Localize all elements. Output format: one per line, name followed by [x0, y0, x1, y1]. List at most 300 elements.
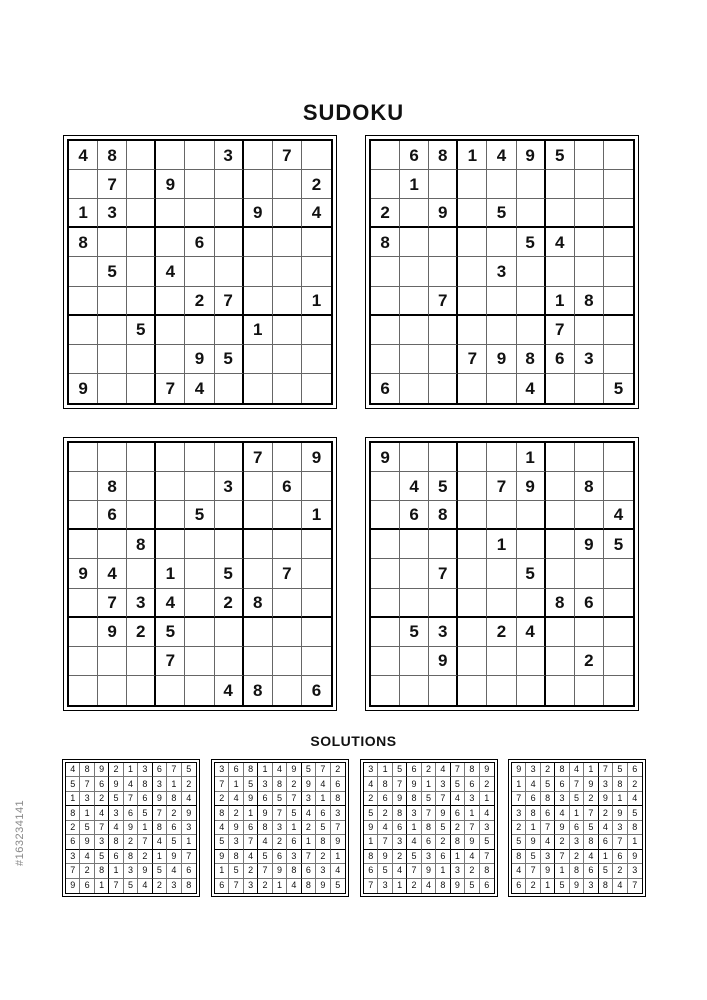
sudoku-cell: 3: [182, 821, 196, 835]
sudoku-cell: 7: [555, 850, 569, 864]
sudoku-cell: 8: [66, 806, 80, 820]
sudoku-cell: 4: [465, 850, 479, 864]
sudoku-cell: 9: [69, 559, 98, 588]
sudoku-cell: [487, 287, 516, 316]
sudoku-cell: 1: [156, 559, 185, 588]
sudoku-cell: [458, 228, 487, 257]
sudoku-cell: 2: [127, 618, 156, 647]
sudoku-cell: 6: [109, 850, 123, 864]
sudoku-grid: [511, 762, 643, 894]
sudoku-cell: [517, 316, 546, 345]
sudoku-cell: 8: [302, 879, 316, 893]
sudoku-cell: 8: [541, 792, 555, 806]
sudoku-cell: 3: [244, 879, 258, 893]
sudoku-cell: [429, 443, 458, 472]
sudoku-cell: 2: [109, 763, 123, 777]
sudoku-cell: 8: [98, 472, 127, 501]
sudoku-cell: [273, 647, 302, 676]
sudoku-cell: 8: [546, 589, 575, 618]
sudoku-grid: [363, 762, 495, 894]
sudoku-cell: [400, 443, 429, 472]
sudoku-cell: 7: [273, 141, 302, 170]
sudoku-cell: [156, 228, 185, 257]
sudoku-cell: 1: [436, 864, 450, 878]
sudoku-cell: 7: [229, 879, 243, 893]
sudoku-cell: [273, 530, 302, 559]
sudoku-cell: [371, 501, 400, 530]
sudoku-cell: 4: [109, 821, 123, 835]
sudoku-cell: [400, 345, 429, 374]
sudoku-cell: 2: [66, 821, 80, 835]
sudoku-cell: 7: [465, 821, 479, 835]
sudoku-cell: 9: [364, 821, 378, 835]
sudoku-cell: [429, 316, 458, 345]
sudoku-cell: [371, 141, 400, 170]
sudoku-cell: 5: [555, 879, 569, 893]
sudoku-cell: [371, 676, 400, 705]
sudoku-cell: 6: [407, 763, 421, 777]
sudoku-cell: [127, 257, 156, 286]
sudoku-cell: 5: [156, 618, 185, 647]
sudoku-cell: 2: [584, 792, 598, 806]
sudoku-cell: 4: [98, 559, 127, 588]
sudoku-cell: 3: [407, 806, 421, 820]
sudoku-cell: [517, 501, 546, 530]
sudoku-cell: 9: [156, 170, 185, 199]
sudoku-cell: 6: [484, 880, 490, 891]
sudoku-cell: 4: [316, 777, 330, 791]
sudoku-cell: 8: [628, 821, 642, 835]
sudoku-cell: 3: [393, 835, 407, 849]
sudoku-cell: 5: [393, 763, 407, 777]
sudoku-cell: [517, 287, 546, 316]
sudoku-cell: 5: [66, 777, 80, 791]
sudoku-cell: 2: [613, 864, 627, 878]
sudoku-cell: 5: [182, 763, 196, 777]
sudoku-cell: 5: [526, 850, 540, 864]
sudoku-cell: 1: [480, 792, 494, 806]
sudoku-cell: 8: [422, 821, 436, 835]
sudoku-cell: 4: [331, 864, 345, 878]
sudoku-cell: [575, 170, 604, 199]
sudoku-cell: [575, 228, 604, 257]
sudoku-cell: [604, 443, 633, 472]
sudoku-cell: 9: [487, 345, 516, 374]
sudoku-cell: 4: [517, 618, 546, 647]
sudoku-cell: [429, 589, 458, 618]
sudoku-cell: 5: [185, 501, 214, 530]
sudoku-cell: 5: [451, 777, 465, 791]
sudoku-cell: 9: [302, 777, 316, 791]
sudoku-cell: 1: [244, 806, 258, 820]
sudoku-cell: [273, 501, 302, 530]
sudoku-cell: [458, 530, 487, 559]
sudoku-cell: [273, 676, 302, 705]
sudoku-cell: 4: [302, 199, 331, 228]
sudoku-cell: [546, 170, 575, 199]
sudoku-cell: 9: [185, 345, 214, 374]
sudoku-cell: 9: [244, 199, 273, 228]
sudoku-cell: 5: [98, 257, 127, 286]
sudoku-cell: 7: [156, 647, 185, 676]
sudoku-cell: [302, 559, 331, 588]
sudoku-cell: [487, 676, 516, 705]
sudoku-cell: 7: [584, 806, 598, 820]
sudoku-cell: 7: [66, 864, 80, 878]
sudoku-cell: [244, 501, 273, 530]
sudoku-cell: 4: [487, 141, 516, 170]
sudoku-cell: 8: [229, 850, 243, 864]
sudoku-cell: 2: [480, 777, 494, 791]
sudoku-cell: [156, 676, 185, 705]
sudoku-cell: [575, 199, 604, 228]
sudoku-cell: 4: [407, 835, 421, 849]
sudoku-cell: [429, 170, 458, 199]
sudoku-cell: 7: [95, 821, 109, 835]
sudoku-cell: [546, 559, 575, 588]
sudoku-cell: [517, 647, 546, 676]
sudoku-cell: 5: [95, 850, 109, 864]
sudoku-cell: 5: [546, 141, 575, 170]
sudoku-cell: 8: [167, 792, 181, 806]
sudoku-cell: 5: [153, 864, 167, 878]
sudoku-cell: 7: [316, 763, 330, 777]
sudoku-cell: [546, 472, 575, 501]
sudoku-cell: 9: [436, 806, 450, 820]
sudoku-cell: 5: [465, 879, 479, 893]
sudoku-cell: [273, 374, 302, 403]
sudoku-cell: 4: [555, 806, 569, 820]
sudoku-cell: 3: [465, 792, 479, 806]
sudoku-cell: [69, 530, 98, 559]
sudoku-cell: [458, 559, 487, 588]
sudoku-cell: [604, 199, 633, 228]
sudoku-cell: [604, 228, 633, 257]
sudoku-cell: [546, 676, 575, 705]
sudoku-cell: [302, 228, 331, 257]
sudoku-cell: [302, 589, 331, 618]
sudoku-cell: 7: [407, 864, 421, 878]
sudoku-cell: [98, 530, 127, 559]
sudoku-cell: 4: [138, 879, 152, 893]
sudoku-cell: [69, 257, 98, 286]
sudoku-cell: 6: [185, 228, 214, 257]
sudoku-cell: 1: [302, 501, 331, 530]
sudoku-cell: [69, 345, 98, 374]
sudoku-cell: [215, 257, 244, 286]
sudoku-cell: 1: [80, 806, 94, 820]
sudoku-cell: [487, 647, 516, 676]
sudoku-cell: 9: [95, 763, 109, 777]
sudoku-cell: [69, 170, 98, 199]
sudoku-cell: 1: [302, 287, 331, 316]
sudoku-cell: 2: [378, 806, 392, 820]
sudoku-cell: [127, 501, 156, 530]
sudoku-cell: [273, 589, 302, 618]
sudoku-cell: 6: [465, 777, 479, 791]
sudoku-cell: 2: [393, 850, 407, 864]
sudoku-cell: [98, 316, 127, 345]
sudoku-cell: 5: [167, 835, 181, 849]
sudoku-cell: [215, 618, 244, 647]
sudoku-cell: [604, 647, 633, 676]
sudoku-cell: 8: [555, 763, 569, 777]
sudoku-cell: 1: [244, 316, 273, 345]
sudoku-cell: 4: [422, 879, 436, 893]
sudoku-cell: 4: [378, 821, 392, 835]
sudoku-cell: 6: [364, 864, 378, 878]
sudoku-cell: 9: [302, 443, 331, 472]
sudoku-solution-2: [211, 759, 349, 897]
sudoku-cell: 2: [273, 835, 287, 849]
sudoku-cell: 6: [98, 501, 127, 530]
sudoku-cell: 2: [465, 864, 479, 878]
sudoku-cell: 3: [316, 864, 330, 878]
sudoku-cell: 2: [153, 879, 167, 893]
sudoku-cell: 1: [451, 850, 465, 864]
sudoku-cell: 9: [407, 777, 421, 791]
sudoku-cell: 9: [613, 806, 627, 820]
sudoku-cell: 5: [599, 864, 613, 878]
sudoku-cell: 3: [599, 777, 613, 791]
sudoku-cell: [69, 618, 98, 647]
sudoku-cell: 9: [517, 141, 546, 170]
sudoku-cell: [273, 618, 302, 647]
sudoku-cell: 7: [98, 589, 127, 618]
sudoku-cell: 8: [407, 792, 421, 806]
sudoku-cell: 6: [371, 374, 400, 403]
sudoku-cell: 1: [331, 850, 345, 864]
sudoku-cell: 7: [458, 345, 487, 374]
sudoku-cell: [273, 228, 302, 257]
sudoku-cell: 6: [138, 792, 152, 806]
sudoku-cell: 8: [287, 864, 301, 878]
sudoku-cell: [517, 257, 546, 286]
sudoku-cell: 9: [541, 864, 555, 878]
sudoku-cell: [302, 472, 331, 501]
sudoku-cell: 5: [570, 792, 584, 806]
sudoku-cell: [546, 618, 575, 647]
sudoku-cell: [156, 316, 185, 345]
sudoku-cell: [273, 287, 302, 316]
sudoku-cell: 9: [575, 530, 604, 559]
sudoku-cell: 9: [526, 835, 540, 849]
sudoku-cell: 6: [124, 806, 138, 820]
sudoku-puzzle-1: [63, 135, 337, 409]
sudoku-cell: [604, 589, 633, 618]
sudoku-cell: 6: [628, 763, 642, 777]
sudoku-cell: [244, 618, 273, 647]
sudoku-cell: [244, 559, 273, 588]
sudoku-cell: [302, 647, 331, 676]
sudoku-cell: 3: [487, 257, 516, 286]
sudoku-cell: 1: [407, 821, 421, 835]
sudoku-cell: 8: [153, 821, 167, 835]
sudoku-cell: 8: [273, 777, 287, 791]
sudoku-cell: 2: [599, 806, 613, 820]
sudoku-cell: [69, 287, 98, 316]
sudoku-cell: [575, 141, 604, 170]
sudoku-cell: 4: [66, 763, 80, 777]
sudoku-solution-3: [360, 759, 498, 897]
sudoku-cell: 7: [480, 850, 494, 864]
sudoku-cell: 9: [287, 763, 301, 777]
sudoku-cell: 5: [302, 763, 316, 777]
sudoku-cell: 8: [429, 141, 458, 170]
sudoku-cell: 7: [570, 777, 584, 791]
sudoku-cell: 5: [541, 777, 555, 791]
sudoku-cell: [371, 170, 400, 199]
sudoku-cell: 1: [400, 170, 429, 199]
sudoku-cell: [244, 345, 273, 374]
sudoku-cell: 5: [604, 530, 633, 559]
sudoku-cell: [604, 559, 633, 588]
sudoku-cell: 6: [393, 821, 407, 835]
sudoku-cell: 3: [258, 777, 272, 791]
sudoku-cell: [604, 170, 633, 199]
sudoku-cell: 4: [229, 792, 243, 806]
sudoku-cell: 1: [229, 777, 243, 791]
sudoku-cell: 7: [393, 777, 407, 791]
sudoku-cell: 8: [331, 792, 345, 806]
sudoku-cell: [185, 647, 214, 676]
sudoku-cell: 8: [575, 472, 604, 501]
sudoku-cell: 4: [124, 777, 138, 791]
sudoku-cell: [604, 618, 633, 647]
sudoku-cell: 3: [153, 777, 167, 791]
sudoku-cell: 7: [167, 763, 181, 777]
sudoku-cell: 8: [95, 864, 109, 878]
sudoku-cell: 1: [613, 792, 627, 806]
sudoku-puzzle-4: [365, 437, 639, 711]
sudoku-cell: [487, 316, 516, 345]
sudoku-cell: 2: [302, 170, 331, 199]
sudoku-cell: [371, 316, 400, 345]
sudoku-cell: [127, 374, 156, 403]
sudoku-cell: [517, 676, 546, 705]
sudoku-cell: 2: [124, 835, 138, 849]
sudoku-cell: 6: [95, 777, 109, 791]
sudoku-cell: 4: [273, 763, 287, 777]
sudoku-cell: [127, 287, 156, 316]
sudoku-cell: 6: [512, 879, 526, 893]
sudoku-cell: [546, 501, 575, 530]
sudoku-cell: [400, 530, 429, 559]
sudoku-cell: 1: [258, 763, 272, 777]
sudoku-cell: 4: [393, 864, 407, 878]
sudoku-cell: [69, 316, 98, 345]
sudoku-cell: 3: [364, 763, 378, 777]
sudoku-cell: 6: [287, 835, 301, 849]
sudoku-cell: 9: [244, 792, 258, 806]
sudoku-cell: 1: [487, 530, 516, 559]
sudoku-cell: 6: [273, 472, 302, 501]
sudoku-cell: 5: [109, 792, 123, 806]
sudoku-cell: 4: [69, 141, 98, 170]
sudoku-cell: 2: [570, 850, 584, 864]
sudoku-cell: 1: [526, 821, 540, 835]
sudoku-cell: [371, 559, 400, 588]
sudoku-cell: 8: [258, 821, 272, 835]
sudoku-cell: 5: [628, 806, 642, 820]
sudoku-cell: 9: [555, 821, 569, 835]
sudoku-cell: [273, 345, 302, 374]
sudoku-cell: [575, 618, 604, 647]
sudoku-cell: 3: [109, 806, 123, 820]
sudoku-cell: 6: [273, 850, 287, 864]
sudoku-cell: 2: [258, 879, 272, 893]
sudoku-cell: [400, 676, 429, 705]
sudoku-cell: 5: [512, 835, 526, 849]
sudoku-grid: [369, 441, 635, 707]
sudoku-cell: 5: [244, 777, 258, 791]
sudoku-cell: 2: [316, 850, 330, 864]
sudoku-cell: 8: [244, 676, 273, 705]
sudoku-cell: 2: [364, 792, 378, 806]
sudoku-cell: [546, 374, 575, 403]
sudoku-cell: 4: [480, 806, 494, 820]
sudoku-cell: 8: [584, 835, 598, 849]
sudoku-cell: [244, 141, 273, 170]
sudoku-cell: 3: [526, 763, 540, 777]
sudoku-cell: 7: [302, 850, 316, 864]
sudoku-cell: 7: [153, 806, 167, 820]
sudoku-cell: 5: [436, 821, 450, 835]
sudoku-cell: 9: [422, 864, 436, 878]
sudoku-cell: 3: [66, 850, 80, 864]
sudoku-grid: [67, 441, 333, 707]
sudoku-cell: [458, 589, 487, 618]
sudoku-cell: 4: [451, 792, 465, 806]
sudoku-cell: [604, 345, 633, 374]
sudoku-cell: 9: [273, 864, 287, 878]
sudoku-cell: [215, 228, 244, 257]
sudoku-cell: 1: [302, 835, 316, 849]
sudoku-cell: [429, 676, 458, 705]
sudoku-cell: [302, 374, 331, 403]
sudoku-cell: [400, 316, 429, 345]
sudoku-cell: [400, 647, 429, 676]
sudoku-cell: [185, 443, 214, 472]
sudoku-cell: 5: [215, 345, 244, 374]
sudoku-cell: [302, 345, 331, 374]
sudoku-cell: 7: [215, 287, 244, 316]
sudoku-cell: 3: [628, 864, 642, 878]
sudoku-cell: 7: [378, 835, 392, 849]
sudoku-cell: [458, 443, 487, 472]
sudoku-cell: [575, 316, 604, 345]
sudoku-cell: [487, 170, 516, 199]
sudoku-cell: 1: [378, 763, 392, 777]
sudoku-cell: [215, 501, 244, 530]
sudoku-cell: 5: [422, 792, 436, 806]
sudoku-cell: [371, 287, 400, 316]
sudoku-cell: [487, 374, 516, 403]
sudoku-cell: 1: [109, 864, 123, 878]
solutions-title: SOLUTIONS: [310, 733, 397, 749]
sudoku-cell: 9: [429, 647, 458, 676]
sudoku-cell: 6: [66, 835, 80, 849]
sudoku-cell: 9: [316, 879, 330, 893]
sudoku-cell: 8: [570, 864, 584, 878]
sudoku-cell: [371, 589, 400, 618]
sudoku-cell: 7: [541, 821, 555, 835]
sudoku-cell: [185, 559, 214, 588]
sudoku-cell: [185, 472, 214, 501]
stock-id-label: #163234141: [14, 799, 26, 867]
sudoku-cell: [156, 345, 185, 374]
sudoku-cell: [546, 647, 575, 676]
